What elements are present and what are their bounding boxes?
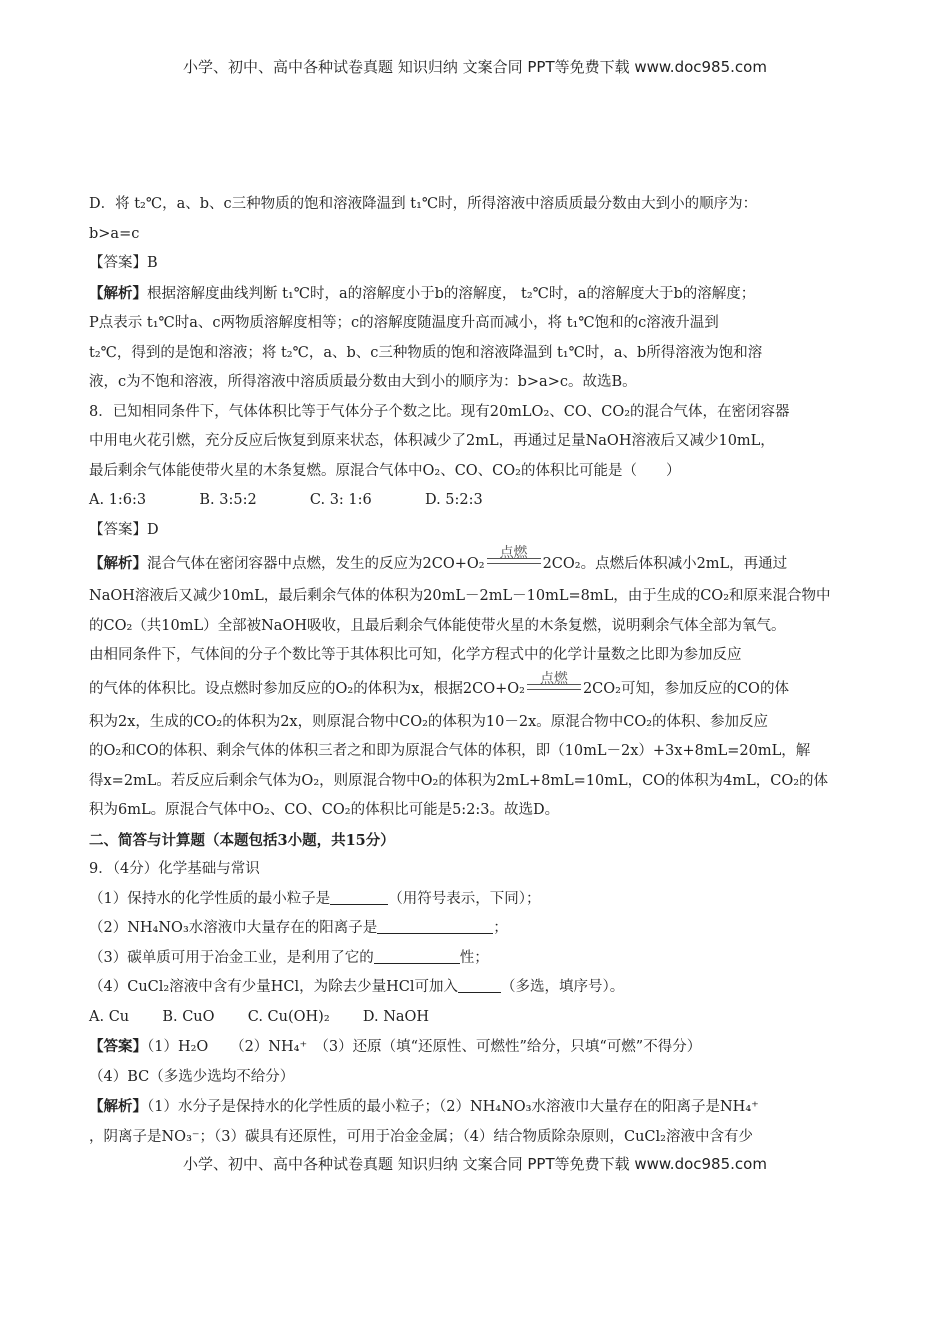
q8-options <box>89 486 864 516</box>
q7-analysis-line2: P点表示 t₁℃时a、c两物质溶解度相等；c的溶解度随温度升高而减小，将 t₁℃饱和的c溶液升温到 <box>89 315 719 331</box>
q9-analysis-line1: 【解析】（1）水分子是保持水的化学性质的最小粒子；（2）NH₄NO₃水溶液巾大量存在的阳离子是NH₄⁺ <box>89 1098 759 1115</box>
answer-blank-2 <box>377 917 493 934</box>
q8-answer: 【答案】D <box>89 521 159 538</box>
q9-answer-line2: （4）BC（多选少选均不给分） <box>89 1068 295 1085</box>
q9-option-b: B. CuO <box>162 1008 215 1025</box>
answer-blank-1 <box>330 888 388 905</box>
reaction-arrow-ignite: 点燃 <box>485 545 543 574</box>
q8-analysis-line6: 积为2x，生成的CO₂的体积为2x，则原混合物中CO₂的体积为10－2x。原混合物中CO₂的体积、参加反应 <box>89 713 769 730</box>
q9-analysis-line2: ，阴离子是NO₃⁻；（3）碳具有还原性，可用于冶金金属；（4）结合物质除杂原则，CuCl₂溶液中含有少 <box>89 1128 753 1145</box>
q8-option-b: B. 3:5:2 <box>199 492 257 508</box>
page-footer: 小学、初中、高中各种试卷真题 知识归纳 文案合同 PPT等免费下载 www.doc985.com <box>183 1155 767 1173</box>
page-header: 小学、初中、高中各种试卷真题 知识归纳 文案合同 PPT等免费下载 www.doc985.com <box>183 58 767 76</box>
q8-stem-line1: 8．已知相同条件下，气体体积比等于气体分子个数之比。现有20mLO₂、CO、CO₂的混合气体，在密闭容器 <box>89 403 790 420</box>
q9-option-a: A. Cu <box>89 1008 130 1025</box>
q8-analysis-line5: 的气体的体积比。设点燃时参加反应的O₂的体积为x，根据2CO+O₂ 点燃 2CO₂可知，参加反应的CO的体 <box>89 671 864 708</box>
answer-blank-3 <box>374 947 460 964</box>
reaction-arrow-ignite-2: 点燃 <box>525 671 583 700</box>
document-body <box>89 190 864 1152</box>
q8-option-a: A. 1:6:3 <box>89 492 147 508</box>
q8-analysis-line2: NaOH溶液后又减少10mL，最后剩余气体的体积为20mL－2mL－10mL=8mL，由于生成的CO₂和原来混合物中 <box>89 588 831 604</box>
section-2-title: 二、简答与计算题（本题包括3小题，共15分） <box>89 831 395 849</box>
q7-analysis-tag: 【解析】 <box>89 284 147 302</box>
q9-sub3: （3）碳单质可用于冶金工业，是利用了它的 性； <box>89 944 864 974</box>
q8-analysis-line9: 积为6mL。原混合气体中O₂、CO、CO₂的体积比可能是5:2:3。故选D。 <box>89 802 560 818</box>
q8-analysis-line1: 【解析】混合气体在密闭容器中点燃，发生的反应为2CO+O₂ 点燃 2CO₂。点燃后体积减小2mL，再通过 <box>89 545 788 572</box>
q7-analysis-line3: t₂℃，得到的是饱和溶液；将 t₂℃，a、b、c三种物质的饱和溶液降温到 t₁℃时，a、b所得溶液为饱和溶 <box>89 344 763 361</box>
q8-analysis-line3: 的CO₂（共10mL）全部被NaOH吸收，且最后剩余气体能使带火星的木条复燃，说明剩余气体全部为氧气。 <box>89 617 786 634</box>
q7-analysis-line1: 【解析】根据溶解度曲线判断 t₁℃时，a的溶解度小于b的溶解度， t₂℃时，a的溶解度大于b的溶解度； <box>89 284 756 302</box>
q8-option-c: C. 3: 1:6 <box>309 492 372 508</box>
q8-option-d: D. 5:2:3 <box>424 492 483 508</box>
q7-analysis-line4: 液，c为不饱和溶液，所得溶液中溶质质最分数由大到小的顺序为：b>a>c。故选B。 <box>89 374 637 390</box>
q8-analysis-line4: 由相同条件下，气体间的分子个数比等于其体积比可知，化学方程式中的化学计量数之比即为参加反应 <box>89 647 742 663</box>
q9-options <box>89 1003 864 1033</box>
q8-stem-line2: 中用电火花引燃，充分反应后恢复到原来状态，体积减少了2mL，再通过足量NaOH溶液后又减少10mL， <box>89 433 775 449</box>
q8-stem-line3: 最后剩余气体能使带火星的木条复燃。原混合气体中O₂、CO、CO₂的体积比可能是（ ） <box>89 462 681 479</box>
q8-analysis-line8: 得x=2mL。若反应后剩余气体为O₂，则原混合物中O₂的体积为2mL+8mL=10mL，CO的体积为4mL，CO₂的体 <box>89 772 829 789</box>
q9-option-c: C. Cu(OH)₂ <box>247 1008 330 1025</box>
q9-option-d: D. NaOH <box>362 1008 430 1025</box>
q9-answer-line1: 【答案】（1）H₂O （2）NH₄⁺ （3）还原（填“还原性、可燃性”给分，只填“可燃”不得分） <box>89 1038 702 1055</box>
q7-answer: 【答案】B <box>89 255 158 271</box>
q7-option-d-line2: b>a=c <box>89 225 140 242</box>
q9-title: 9．（4分）化学基础与常识 <box>89 861 260 877</box>
q9-sub4: （4）CuCl₂溶液中含有少量HCl，为除去少量HCl可加入 （多选，填序号）。 <box>89 973 864 1003</box>
answer-blank-4 <box>458 976 501 993</box>
q9-sub1: （1）保持水的化学性质的最小粒子是 （用符号表示，下同）； <box>89 885 864 915</box>
q8-analysis-line7: 的O₂和CO的体积、剩余气体的体积三者之和即为原混合气体的体积，即（10mL－2x）+3x+8mL=20mL，解 <box>89 743 811 759</box>
q9-sub2: （2）NH₄NO₃水溶液巾大量存在的阳离子是 ； <box>89 914 864 944</box>
q7-option-d-line1: D．将 t₂℃，a、b、c三种物质的饱和溶液降温到 t₁℃时，所得溶液中溶质质最分数由大到小的顺序为： <box>89 196 758 212</box>
